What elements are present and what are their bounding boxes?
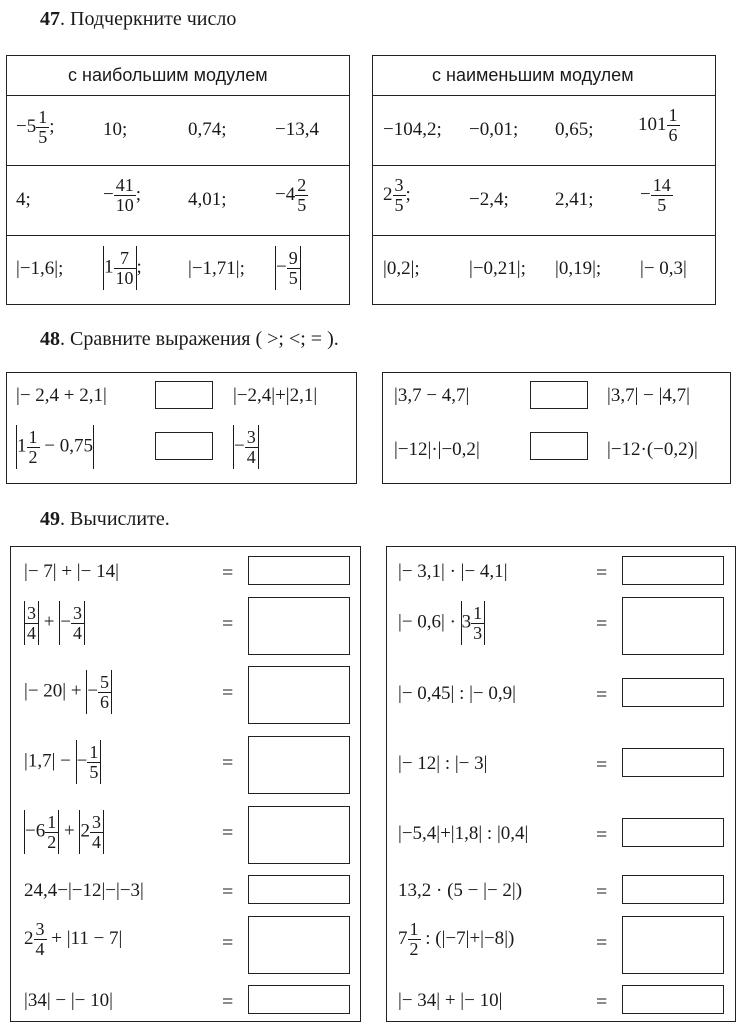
equals-sign: = bbox=[222, 932, 234, 954]
expression: |− 34| + |− 10| bbox=[398, 990, 503, 1011]
equals-sign: = bbox=[596, 754, 608, 776]
answer-box[interactable] bbox=[622, 748, 724, 777]
equals-sign: = bbox=[596, 932, 608, 954]
expression: |− 2,4 + 2,1| bbox=[16, 385, 107, 406]
answer-box[interactable] bbox=[622, 916, 724, 974]
answer-box[interactable] bbox=[622, 597, 724, 655]
expression: 2 $\frac{3}{4}$ + |11 − 7| bbox=[24, 919, 123, 959]
value: 2,41; bbox=[555, 189, 594, 210]
fraction-value: −4 $\frac{2}{5}$ bbox=[275, 175, 307, 215]
equals-sign: = bbox=[596, 991, 608, 1013]
equals-sign: = bbox=[222, 682, 234, 704]
expression: |34| − |− 10| bbox=[24, 990, 113, 1011]
expression: $\frac{3}{4}$ + − $\frac{3}{4}$ bbox=[24, 601, 85, 645]
equals-sign: = bbox=[222, 752, 234, 774]
expression: |− 12| : |− 3| bbox=[398, 753, 488, 774]
expression: |−2,4|+|2,1| bbox=[233, 385, 318, 406]
task-48-heading: 48. Сравните выражения ( >; <; = ). bbox=[40, 328, 339, 350]
expression: |−12·(−0,2)| bbox=[607, 439, 698, 460]
expression: |− 0,6| · 3 $\frac{1}{3}$ bbox=[398, 601, 485, 645]
task-49-heading: 49. Вычислите. bbox=[40, 508, 170, 530]
fraction-value: − $\frac{14}{5}$ bbox=[640, 175, 671, 215]
compare-answer-box[interactable] bbox=[530, 381, 588, 409]
abs-value: |0,2|; bbox=[383, 258, 420, 279]
value: 4,01; bbox=[188, 189, 227, 210]
task-47-heading: 47. Подчеркните число bbox=[40, 8, 237, 30]
expression: 24,4−|−12|−|−3| bbox=[24, 880, 144, 901]
fraction-value: −5 $\frac{1}{5}$ ; bbox=[16, 107, 55, 147]
expression: |−12|·|−0,2| bbox=[394, 439, 480, 460]
equals-sign: = bbox=[596, 881, 608, 903]
answer-box[interactable] bbox=[622, 985, 724, 1014]
expression: |3,7| − |4,7| bbox=[607, 385, 690, 406]
equals-sign: = bbox=[222, 881, 234, 903]
abs-value: |− 0,3| bbox=[640, 258, 687, 279]
answer-box[interactable] bbox=[248, 875, 350, 904]
equals-sign: = bbox=[222, 822, 234, 844]
expression: |− 3,1| · |− 4,1| bbox=[398, 561, 508, 582]
expression: − $\frac{3}{4}$ bbox=[233, 425, 259, 469]
answer-box[interactable] bbox=[622, 556, 724, 585]
answer-box[interactable] bbox=[622, 875, 724, 904]
expression: −6 $\frac{1}{2}$ + 2 $\frac{3}{4}$ bbox=[24, 810, 104, 854]
answer-box[interactable] bbox=[622, 678, 724, 707]
answer-box[interactable] bbox=[248, 597, 350, 655]
equals-sign: = bbox=[596, 684, 608, 706]
expression: |−5,4|+|1,8| : |0,4| bbox=[398, 823, 529, 844]
equals-sign: = bbox=[222, 562, 234, 584]
abs-value: |−1,71|; bbox=[188, 258, 245, 279]
answer-box[interactable] bbox=[248, 806, 350, 864]
answer-box[interactable] bbox=[248, 916, 350, 974]
expression: |3,7 − 4,7| bbox=[394, 385, 470, 406]
value: −13,4 bbox=[275, 119, 319, 140]
equals-sign: = bbox=[596, 824, 608, 846]
answer-box[interactable] bbox=[622, 818, 724, 847]
left-table-header: с наибольшим модулем bbox=[68, 65, 268, 85]
abs-fraction-value: 1 $\frac{7}{10}$ ; bbox=[103, 246, 142, 290]
fraction-value: 101 $\frac{1}{6}$ bbox=[638, 105, 678, 145]
equals-sign: = bbox=[222, 991, 234, 1013]
fraction-value: − $\frac{41}{10}$ ; bbox=[103, 175, 141, 215]
value: −0,01; bbox=[469, 119, 519, 140]
value: −104,2; bbox=[383, 119, 442, 140]
equals-sign: = bbox=[222, 613, 234, 635]
value: 0,65; bbox=[555, 119, 594, 140]
value: −2,4; bbox=[469, 189, 509, 210]
abs-fraction-value: − $\frac{9}{5}$ bbox=[275, 246, 301, 290]
value: 10; bbox=[103, 119, 128, 140]
value: 4; bbox=[16, 189, 31, 210]
expression: |− 20| + − $\frac{5}{6}$ bbox=[24, 670, 112, 714]
expression: |− 0,45| : |− 0,9| bbox=[398, 683, 516, 704]
fraction-value: 2 $\frac{3}{5}$ ; bbox=[383, 175, 411, 215]
abs-value: |0,19|; bbox=[555, 258, 602, 279]
answer-box[interactable] bbox=[248, 736, 350, 794]
compare-answer-box[interactable] bbox=[155, 381, 213, 409]
equals-sign: = bbox=[596, 562, 608, 584]
answer-box[interactable] bbox=[248, 985, 350, 1014]
expression: 7 $\frac{1}{2}$ : (|−7|+|−8|) bbox=[398, 919, 515, 959]
answer-box[interactable] bbox=[248, 666, 350, 724]
expression: 13,2 · (5 − |− 2|) bbox=[398, 880, 523, 901]
expression: 1 $\frac{1}{2}$ − 0,75 bbox=[16, 425, 94, 469]
compare-answer-box[interactable] bbox=[155, 432, 213, 460]
compare-answer-box[interactable] bbox=[530, 432, 588, 460]
answer-box[interactable] bbox=[248, 556, 350, 585]
right-table-header: с наименьшим модулем bbox=[432, 65, 634, 85]
equals-sign: = bbox=[596, 613, 608, 635]
abs-value: |−1,6|; bbox=[16, 258, 64, 279]
value: 0,74; bbox=[188, 119, 227, 140]
expression: |1,7| − − $\frac{1}{5}$ bbox=[24, 740, 101, 784]
expression: |− 7| + |− 14| bbox=[24, 561, 119, 582]
abs-value: |−0,21|; bbox=[469, 258, 526, 279]
